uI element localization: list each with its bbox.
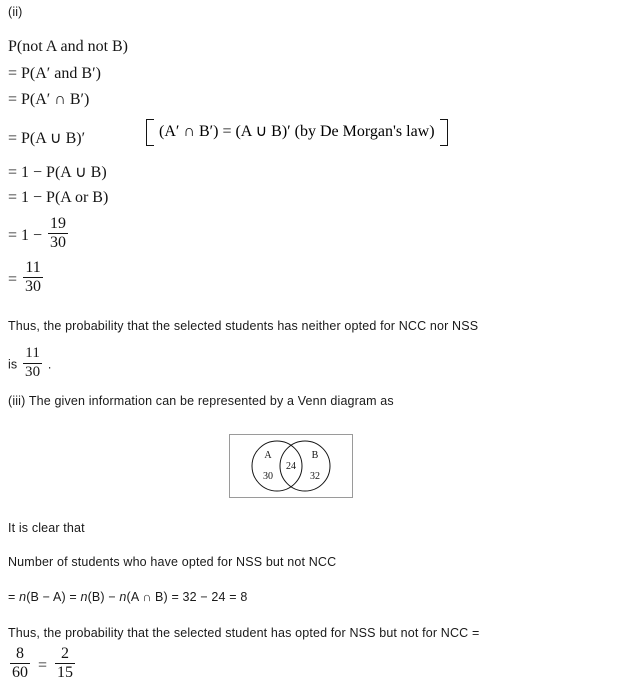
conclusion-iii-fractions	[8, 644, 77, 685]
fraction-numerator: 19	[50, 214, 67, 232]
count-statement-text: Number of students who have opted for NSS but not NCC	[8, 555, 337, 569]
fraction-denominator: 15	[57, 664, 74, 682]
conclusion-ii-suffix: .	[47, 357, 52, 372]
derivation-line-8	[8, 258, 45, 299]
de-morgan-note	[146, 119, 448, 151]
derivation-line-7	[8, 214, 70, 255]
note-brackets	[146, 119, 448, 146]
count-equation-part3: (A ∩ B) = 32 − 24 = 8	[126, 590, 248, 604]
conclusion-ii-prefix: is	[8, 357, 18, 372]
part-iii-label: (iii)	[8, 394, 26, 408]
fraction-11-30-inline	[23, 346, 42, 381]
part-ii-label: (ii)	[8, 5, 23, 19]
fraction-8-60	[10, 646, 30, 683]
fraction-2-15	[55, 646, 75, 683]
line-8-prefix: =	[8, 270, 18, 288]
count-equation-n1: n	[19, 590, 27, 604]
venn-diagram-figure	[229, 434, 353, 498]
fraction-numerator: 2	[61, 644, 70, 662]
count-equation-part2: (B) −	[87, 590, 120, 604]
count-equation	[8, 590, 247, 604]
count-equation-part1: (B − A) =	[26, 590, 81, 604]
derivation-line-3: = P(A′ ∩ B′)	[8, 91, 90, 108]
derivation-line-1: P(not A and not B)	[8, 38, 129, 55]
fraction-denominator: 30	[25, 278, 42, 296]
line-7-prefix: = 1 −	[8, 226, 43, 244]
venn-diagram-svg	[230, 435, 352, 497]
fraction-denominator: 30	[24, 363, 41, 380]
derivation-line-4: = P(A ∪ B)′	[8, 130, 86, 147]
fraction-denominator: 30	[50, 234, 67, 252]
fraction-numerator: 8	[16, 644, 24, 662]
right-bracket-icon	[440, 119, 448, 146]
venn-set-a-label: A	[264, 450, 272, 461]
note-text: (A′ ∩ B′) = (A ∪ B)′ (by De Morgan's law)	[159, 123, 435, 140]
count-equation-pre: =	[8, 590, 20, 604]
part-iii-line	[8, 394, 394, 408]
venn-b-only-value: 32	[310, 471, 320, 482]
venn-set-b-label: B	[311, 450, 319, 461]
venn-a-only-value: 30	[263, 471, 273, 482]
equals-sign: =	[38, 656, 48, 674]
venn-intersection-value: 24	[286, 461, 296, 472]
part-iii-text: The given information can be represented by a Venn diagram as	[28, 394, 394, 408]
fraction-19-30	[48, 216, 68, 253]
derivation-line-5: = 1 − P(A ∪ B)	[8, 164, 107, 181]
derivation-line-2: = P(A′ and B′)	[8, 65, 101, 82]
fraction-denominator: 60	[12, 664, 28, 682]
count-equation-n3: n	[119, 590, 127, 604]
left-bracket-icon	[146, 119, 154, 146]
conclusion-ii-sentence: Thus, the probability that the selected students has neither opted for NCC nor NSS	[8, 319, 479, 333]
it-is-clear-text: It is clear that	[8, 521, 85, 535]
fraction-numerator: 11	[25, 344, 40, 361]
fraction-numerator: 11	[25, 258, 41, 276]
fraction-11-30	[23, 260, 43, 297]
conclusion-ii-fraction-line	[8, 344, 52, 383]
count-equation-n2: n	[80, 590, 88, 604]
derivation-line-6: = 1 − P(A or B)	[8, 189, 109, 206]
conclusion-iii-sentence: Thus, the probability that the selected student has opted for NSS but not for NCC =	[8, 626, 480, 640]
